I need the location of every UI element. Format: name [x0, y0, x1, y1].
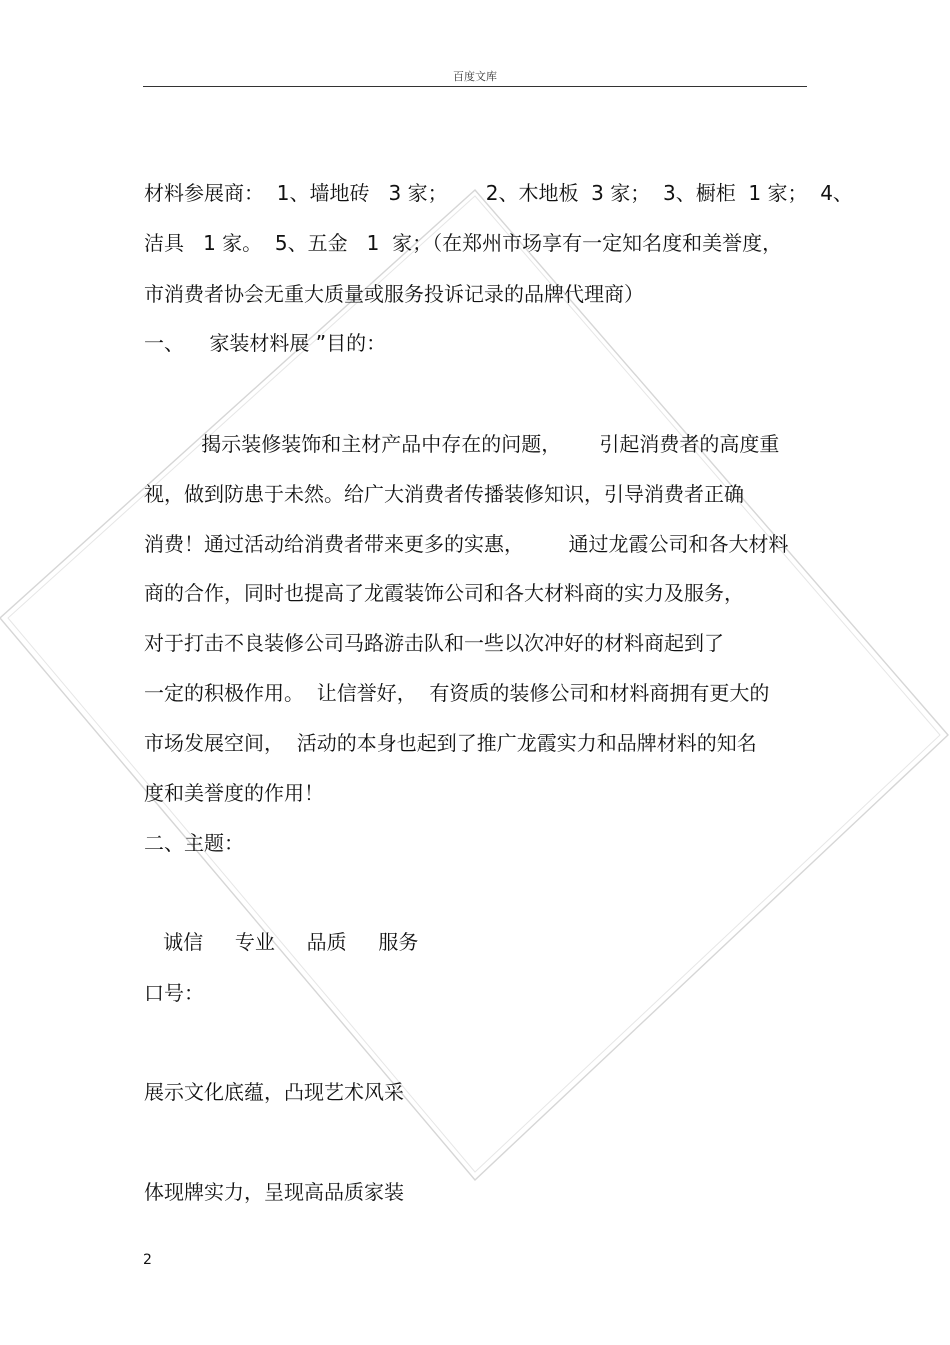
slogan-line: 体现牌实力，呈现高品质家装: [144, 1180, 404, 1204]
header-title: 百度文库: [453, 70, 497, 83]
section-heading-theme: 二、主题：: [144, 831, 244, 855]
text-line-materials: 材料参展商： 1、墙地砖 3 家； 2、木地板 3 家； 3、橱柜 1 家； 4、: [144, 181, 853, 205]
slogan-line: 展示文化底蕴，凸现艺术风采: [144, 1080, 404, 1104]
text-line-agents: 市消费者协会无重大质量或服务投诉记录的品牌代理商）: [144, 282, 644, 306]
text-line-sanitary: 洁具 1 家。 5、五金 1 家；（在郑州市场享有一定知名度和美誉度，: [144, 231, 783, 255]
paragraph-line: 消费！通过活动给消费者带来更多的实惠， 通过龙霞公司和各大材料: [144, 532, 789, 556]
paragraph-line: 商的合作，同时也提高了龙霞装饰公司和各大材料商的实力及服务，: [144, 581, 744, 605]
paragraph-line: 对于打击不良装修公司马路游击队和一些以次冲好的材料商起到了: [144, 631, 724, 655]
paragraph-line: 视，做到防患于未然。给广大消费者传播装修知识，引导消费者正确: [144, 482, 744, 506]
section-heading-purpose: 一、 家装材料展 ”目的：: [144, 331, 387, 355]
page-header: [143, 66, 807, 87]
theme-keywords: 诚信 专业 品质 服务: [144, 930, 419, 954]
paragraph-line: 度和美誉度的作用！: [144, 781, 324, 805]
paragraph-line: 揭示装修装饰和主材产品中存在的问题， 引起消费者的高度重: [144, 432, 780, 456]
paragraph-line: 市场发展空间， 活动的本身也起到了推广龙霞实力和品牌材料的知名: [144, 731, 757, 755]
paragraph-line: 一定的积极作用。 让信誉好， 有资质的装修公司和材料商拥有更大的: [144, 681, 770, 705]
slogan-heading: 口号：: [144, 981, 204, 1005]
page-number: 2: [143, 1252, 152, 1268]
